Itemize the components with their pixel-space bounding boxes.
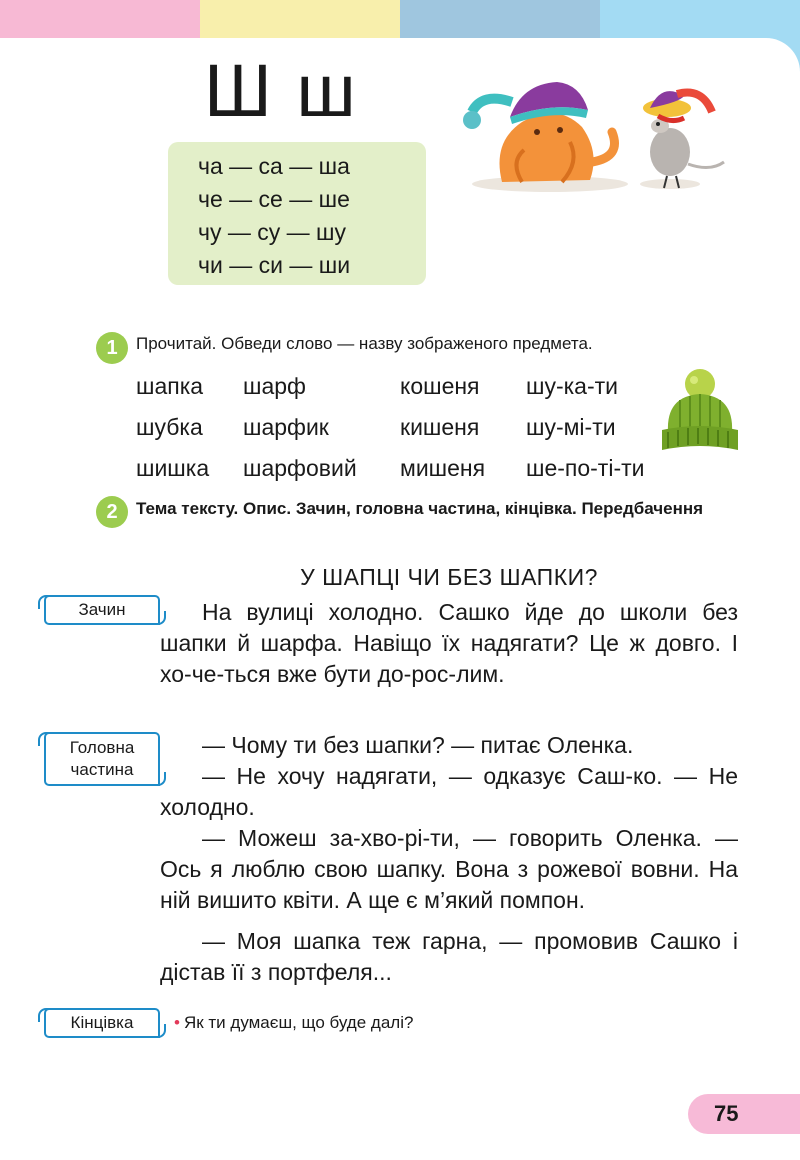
word-row [136, 366, 645, 407]
word: шу-ка-ти [526, 373, 619, 399]
top-bar-cyan [600, 0, 800, 38]
syllable-row: ча — са — ша [198, 153, 350, 179]
word-row [136, 448, 645, 489]
task-2-instruction: Тема тексту. Опис. Зачин, головна частина, кінцівка. Передбачення [136, 499, 704, 518]
task-1-instruction: Прочитай. Обведи слово — назву зображеного предмета. [136, 334, 593, 353]
bullet-icon: • [174, 1013, 180, 1032]
label-main-line: Головна [69, 738, 135, 757]
page-number: 75 [688, 1094, 800, 1134]
task-1-badge: 1 [96, 332, 128, 364]
story-paragraph: — Не хочу надягати, — одказує Саш-ко. — Не холодно. [160, 763, 738, 820]
word: ше-по-ті-ти [526, 455, 645, 481]
word: шишка [136, 455, 210, 481]
task-2-badge: 2 [96, 496, 128, 528]
word: шарф [243, 373, 306, 399]
story-paragraph: — Моя шапка теж гарна, — промовив Сашко і дістав її з портфеля... [160, 928, 738, 985]
syllable-row: чи — си — ши [198, 252, 351, 278]
story-paragraph: — Можеш за-хво-рі-ти, — говорить Оленка. — Ось я люблю свою шапку. Вона з рожевої вовни. На ній вишито квіти. А ще є м’який помпон. [160, 825, 738, 913]
top-bar-blue [400, 0, 600, 38]
cat-and-mouse-illustration [462, 72, 742, 197]
label-ending: Кінцівка [44, 1008, 160, 1038]
story-paragraph: — Чому ти без шапки? — питає Оленка. [202, 732, 634, 758]
word: шапка [136, 373, 204, 399]
word: кишеня [400, 414, 480, 440]
story-paragraph: На вулиці холодно. Сашко йде до школи без шапки й шарфа. Навіщо їх надягати? Це ж довго. І хо-че-ться вже бути до-рос-лим. [160, 599, 738, 687]
syllable-row: че — се — ше [198, 186, 350, 212]
knitted-hat-illustration [658, 366, 742, 458]
question-text [174, 1013, 413, 1033]
word-row [136, 407, 645, 448]
word: шарфик [243, 414, 329, 440]
letter-heading: Ш ш [204, 49, 358, 132]
label-intro: Зачин [44, 595, 160, 625]
syllable-table [168, 142, 426, 285]
syllable-row: чу — су — шу [198, 219, 346, 245]
label-main-part [44, 732, 160, 786]
top-bar-yellow [200, 0, 400, 38]
label-main-line: частина [70, 760, 134, 779]
word: мишеня [400, 455, 486, 481]
story-title: У ШАПЦІ ЧИ БЕЗ ШАПКИ? [300, 564, 598, 590]
word: шу-мі-ти [526, 414, 616, 440]
word-table [136, 366, 645, 489]
question: Як ти думаєш, що буде далі? [183, 1013, 414, 1032]
story-intro [160, 597, 738, 690]
word: шубка [136, 414, 203, 440]
top-bar-pink [0, 0, 200, 38]
story-main [160, 730, 738, 988]
word: кошеня [400, 373, 480, 399]
top-color-bar [0, 0, 800, 38]
word: шарфовий [243, 455, 357, 481]
